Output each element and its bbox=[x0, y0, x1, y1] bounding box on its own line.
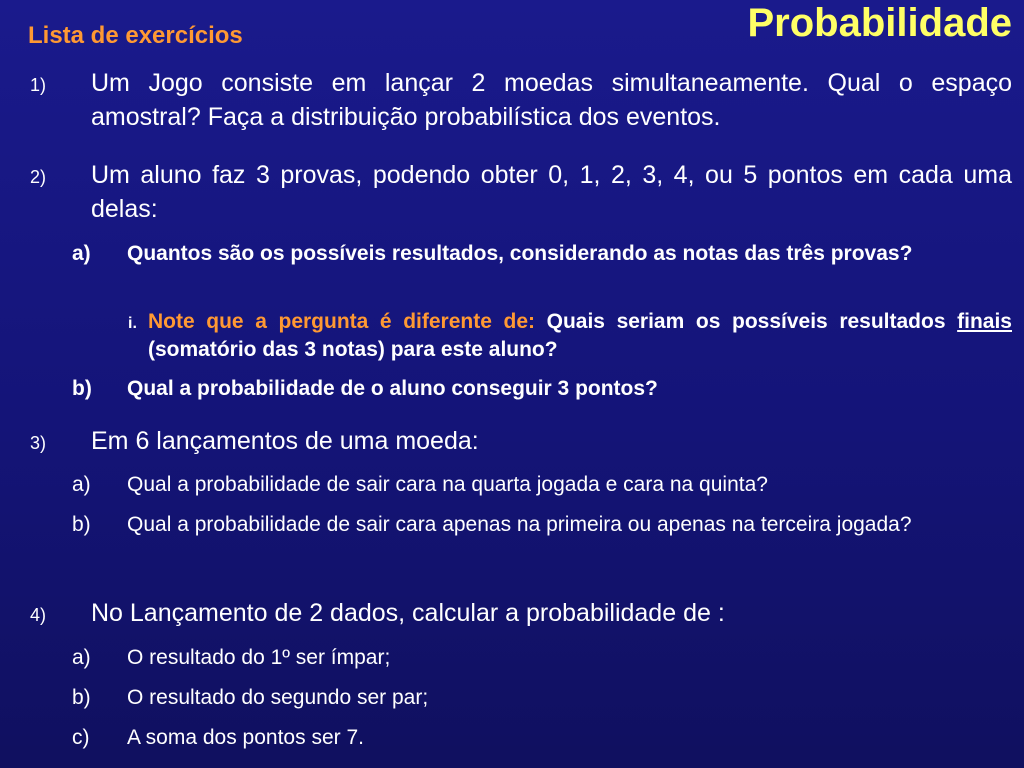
question-4-item-b bbox=[72, 684, 1012, 712]
slide-subtitle: Lista de exercícios bbox=[28, 22, 243, 49]
question-number: 2) bbox=[30, 167, 47, 187]
note-underlined-word: finais bbox=[957, 310, 1012, 333]
question-4-item-a bbox=[72, 644, 1012, 672]
question-2 bbox=[30, 158, 1012, 226]
item-label: b) bbox=[72, 513, 91, 536]
question-text: No Lançamento de 2 dados, calcular a probabilidade de : bbox=[91, 599, 725, 627]
item-label: a) bbox=[72, 646, 91, 669]
question-3 bbox=[30, 424, 1012, 458]
question-number: 4) bbox=[30, 605, 47, 625]
question-2-item-a bbox=[72, 240, 1012, 268]
note-label: i. bbox=[128, 315, 137, 332]
question-text: Um aluno faz 3 provas, podendo obter 0, 1, 2, 3, 4, ou 5 pontos em cada uma delas: bbox=[91, 161, 1012, 223]
item-label: b) bbox=[72, 377, 92, 400]
question-number: 1) bbox=[30, 75, 47, 95]
slide-title: Probabilidade bbox=[747, 1, 1012, 45]
item-text: Qual a probabilidade de o aluno conseguir 3 pontos? bbox=[127, 377, 658, 400]
item-text: O resultado do segundo ser par; bbox=[127, 686, 429, 709]
item-label: b) bbox=[72, 686, 91, 709]
note-text-before: Quais seriam os possíveis resultados bbox=[546, 310, 946, 333]
question-text: Em 6 lançamentos de uma moeda: bbox=[91, 427, 479, 455]
question-text: Um Jogo consiste em lançar 2 moedas simultaneamente. Qual o espaço amostral? Faça a distribuição probabilística dos eventos. bbox=[91, 69, 1012, 131]
question-3-item-b bbox=[72, 511, 1012, 539]
item-text: Qual a probabilidade de sair cara na quarta jogada e cara na quinta? bbox=[127, 473, 768, 496]
item-text: Qual a probabilidade de sair cara apenas na primeira ou apenas na terceira jogada? bbox=[127, 513, 912, 536]
question-2-note-i bbox=[128, 308, 1012, 364]
note-highlight: Note que a pergunta é diferente de: bbox=[148, 310, 535, 333]
item-text: O resultado do 1º ser ímpar; bbox=[127, 646, 391, 669]
question-1 bbox=[30, 66, 1012, 134]
item-label: c) bbox=[72, 726, 90, 749]
question-4 bbox=[30, 596, 1012, 630]
item-label: a) bbox=[72, 242, 91, 265]
item-text: A soma dos pontos ser 7. bbox=[127, 726, 364, 749]
question-3-item-a bbox=[72, 471, 1012, 499]
item-label: a) bbox=[72, 473, 91, 496]
note-text bbox=[148, 308, 1012, 364]
question-number: 3) bbox=[30, 433, 47, 453]
question-2-item-b bbox=[72, 375, 1012, 403]
question-4-item-c bbox=[72, 724, 1012, 752]
item-text: Quantos são os possíveis resultados, considerando as notas das três provas? bbox=[127, 242, 913, 265]
note-text-after: (somatório das 3 notas) para este aluno? bbox=[148, 338, 558, 361]
